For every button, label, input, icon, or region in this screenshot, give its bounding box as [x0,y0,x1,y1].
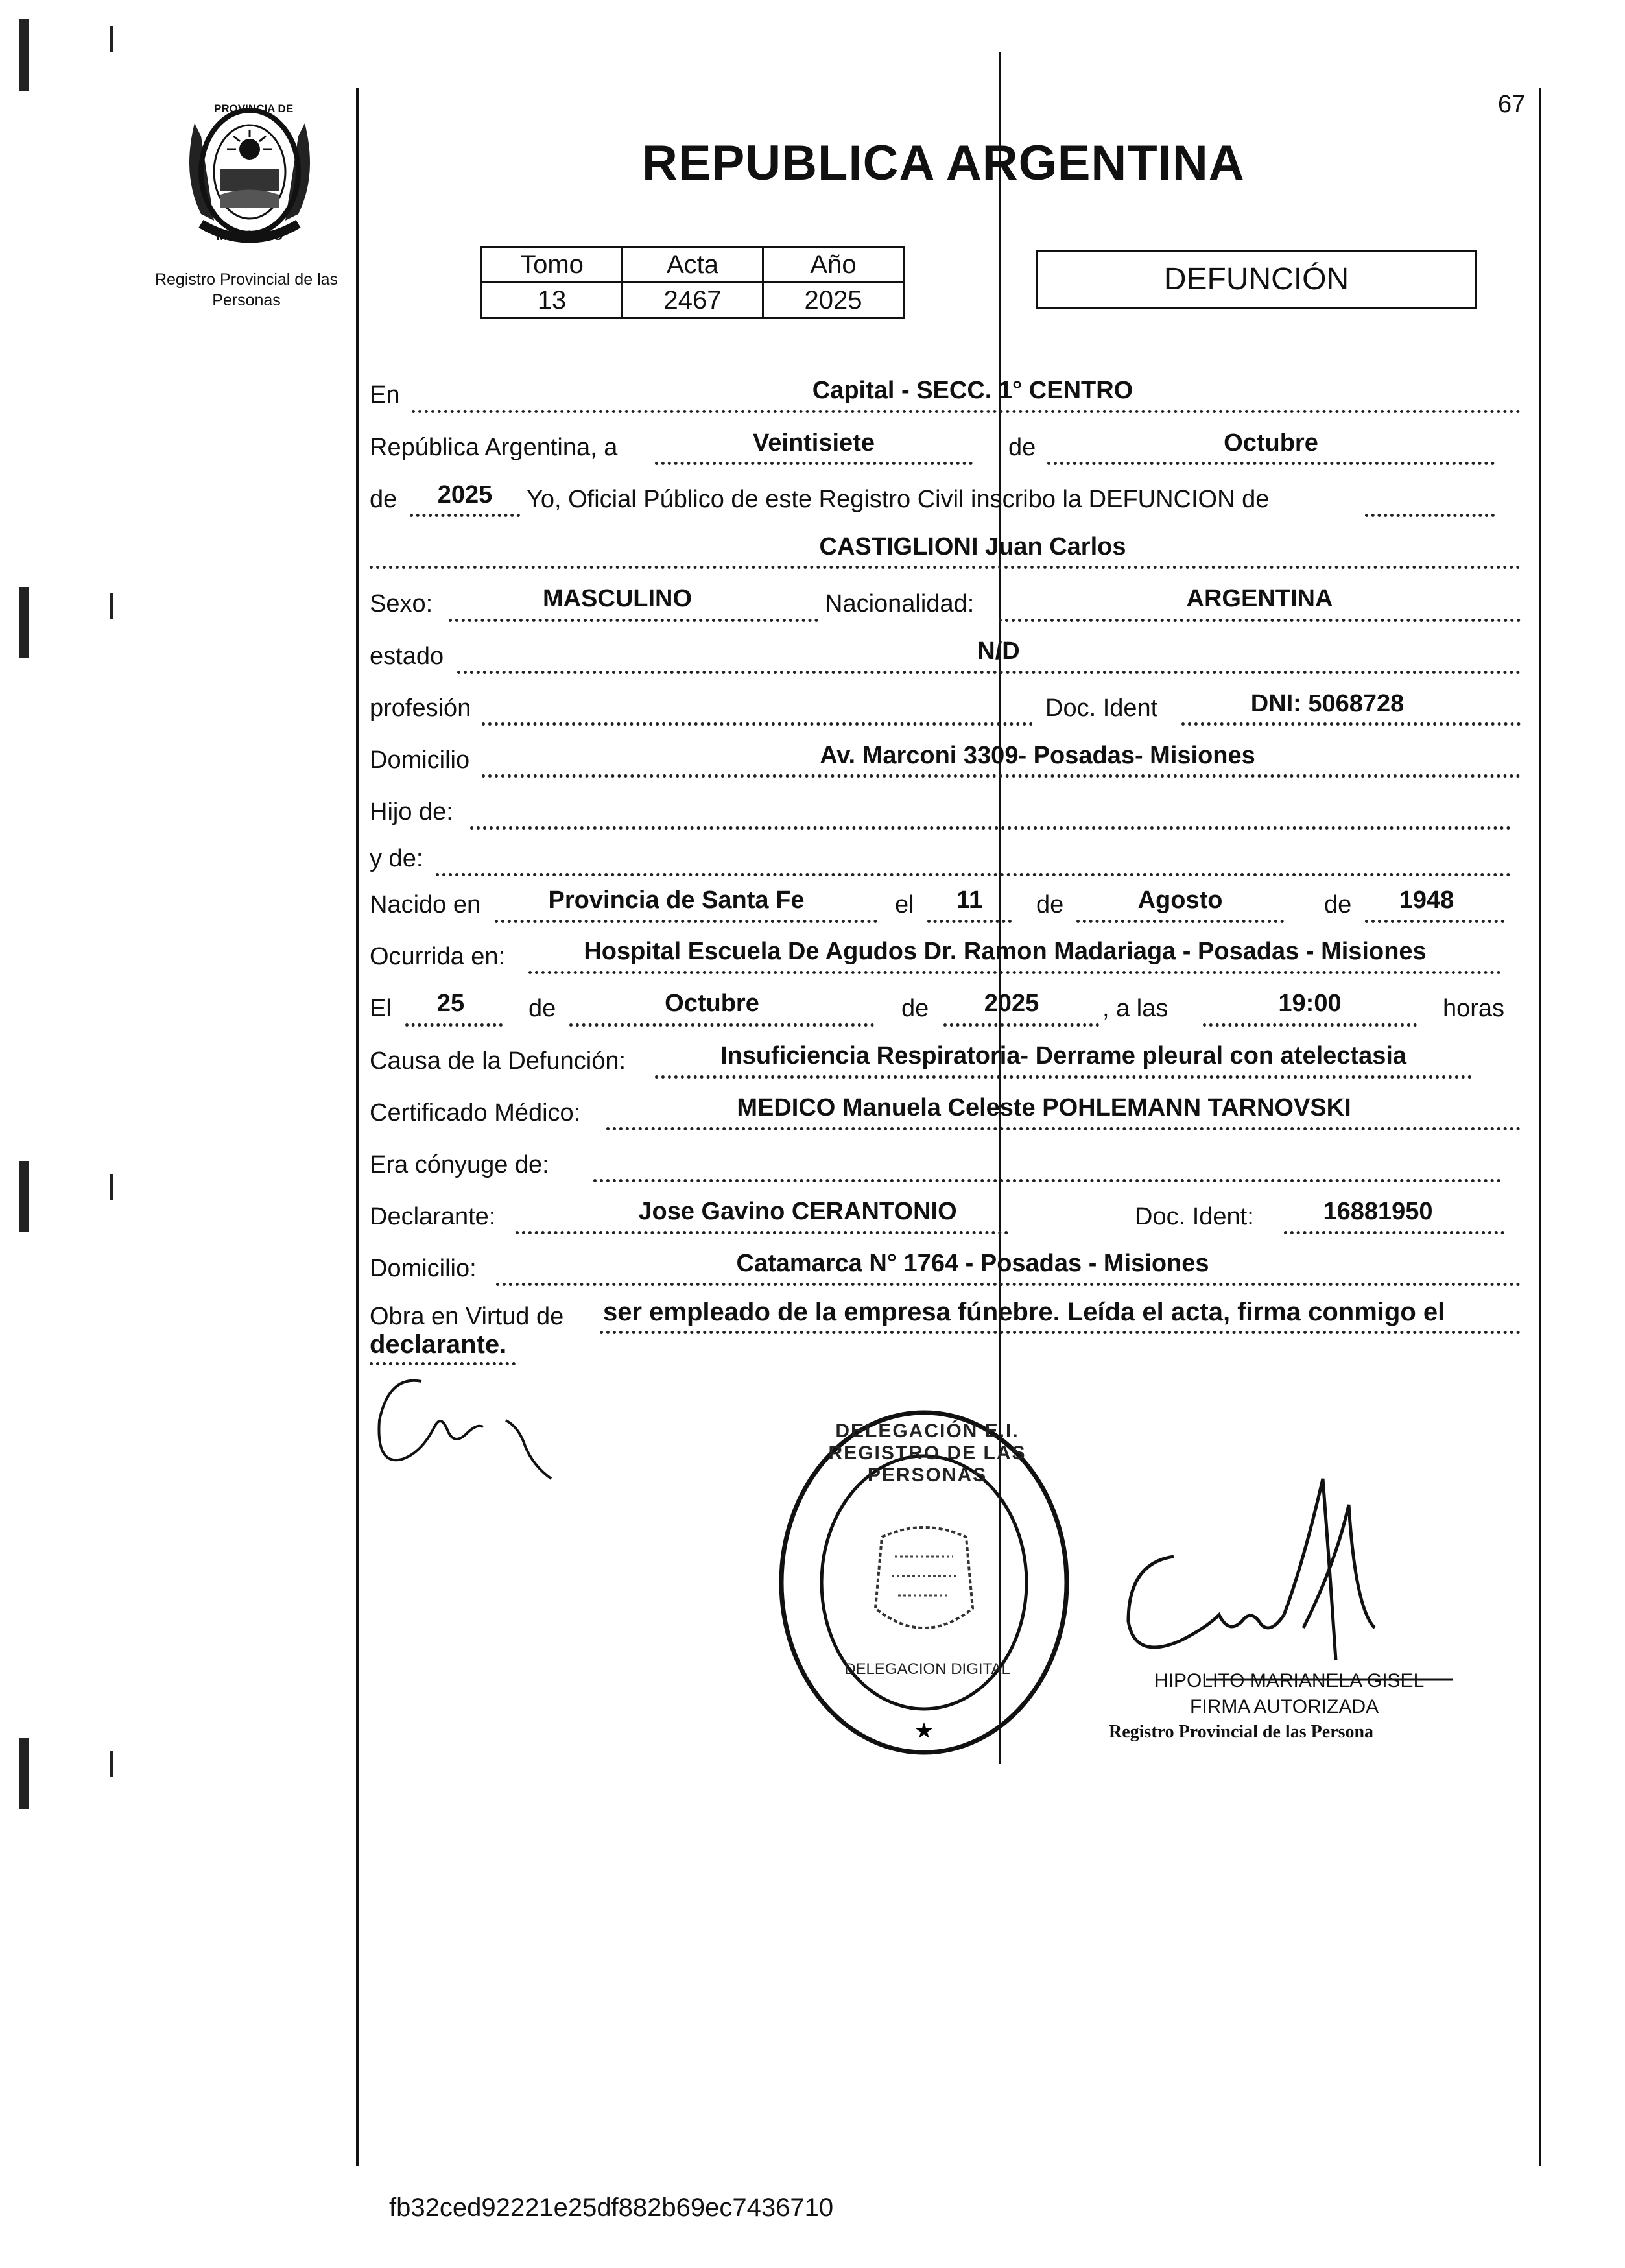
official-name: HIPOLITO MARIANELA GISEL [1154,1670,1425,1691]
line-nacido-lugar [495,920,877,923]
line-after-oficial [1365,514,1495,517]
document-hash: fb32ced92221e25df882b69ec7436710 [389,2193,834,2222]
label-de-def-mes: de [528,995,556,1022]
line-anio [410,514,520,517]
label-de-mes: de [1008,434,1036,461]
value-sexo: MASCULINO [542,585,693,612]
line-mes [1047,462,1495,465]
line-sexo [449,619,818,622]
stamp-inner-text: DELEGACION DIGITAL [844,1660,1010,1678]
line-en [412,410,1521,413]
left-margin-line [356,88,359,2166]
label-estado: estado [370,643,444,670]
label-de-nacido-anio: de [1324,891,1352,918]
label-el: el [895,891,914,918]
value-obra-line1: ser empleado de la empresa fúnebre. Leída el acta, firma conmigo el [603,1298,1445,1326]
line-domicilio-declarante [496,1283,1521,1286]
scan-mark [19,1738,29,1809]
line-def-dia [405,1023,503,1027]
scan-mark [110,1751,113,1777]
label-declarante: Declarante: [370,1203,496,1230]
label-doc-ident-declarante: Doc. Ident: [1135,1203,1254,1230]
line-y-de [436,873,1511,876]
value-obra-line2: declarante. [370,1330,507,1359]
scan-mark [19,19,29,91]
line-def-hora [1203,1023,1417,1027]
line-ocurrida [528,971,1501,974]
scan-mark [19,587,29,658]
official-registry: Registro Provincial de las Persona [1109,1722,1374,1742]
label-conyuge: Era cónyuge de: [370,1151,549,1178]
label-certificado: Certificado Médico: [370,1099,581,1127]
line-nacionalidad [999,619,1521,622]
declarante-signature [363,1368,571,1498]
line-certificado [606,1127,1521,1130]
value-def-dia: 25 [436,990,465,1017]
label-de-def-anio: de [901,995,929,1022]
record-header-acta: Acta [623,247,763,283]
value-estado: N/D [977,638,1020,665]
label-hijo-de: Hijo de: [370,798,453,826]
value-nacido-anio: 1948 [1399,887,1454,914]
label-de-anio: de [370,486,397,513]
value-def-anio: 2025 [984,990,1039,1017]
line-nacido-mes [1076,920,1284,923]
scan-mark [19,1161,29,1232]
record-value-row [482,283,904,318]
svg-text:★: ★ [914,1718,934,1744]
value-def-hora: 19:00 [1278,990,1342,1017]
value-ocurrida: Hospital Escuela De Agudos Dr. Ramon Madariaga - Posadas - Misiones [584,938,1427,965]
value-nacido-mes: Agosto [1137,887,1223,914]
value-declarante: Jose Gavino CERANTONIO [638,1198,957,1225]
label-en: En [370,381,400,409]
value-mes: Octubre [1224,429,1318,457]
scan-mark [110,593,113,619]
label-horas: horas [1443,995,1505,1022]
logo-text-bottom: MISIONES [216,228,283,243]
document-type-box: DEFUNCIÓN [1036,250,1477,309]
value-def-mes: Octubre [665,990,759,1017]
line-causa [655,1075,1472,1079]
label-sexo: Sexo: [370,590,433,617]
value-dia-texto: Veintisiete [753,429,875,457]
label-doc-ident: Doc. Ident [1045,695,1158,722]
line-hijo-de [470,826,1511,830]
value-causa: Insuficiencia Respiratoria- Derrame pleural con atelectasia [720,1042,1407,1069]
registry-name: Registro Provincial de las Personas [154,270,338,309]
value-anio: 2025 [437,481,493,508]
record-acta: 2467 [623,283,763,318]
value-nacionalidad: ARGENTINA [1186,585,1333,612]
label-causa: Causa de la Defunción: [370,1047,626,1075]
label-yo-oficial: Yo, Oficial Público de este Registro Civil inscribo la DEFUNCION de [527,486,1270,513]
value-domicilio-declarante: Catamarca N° 1764 - Posadas - Misiones [736,1250,1209,1277]
line-obra-2 [370,1362,516,1365]
value-nacido-lugar: Provincia de Santa Fe [548,887,805,914]
stamp-ring-text: DELEGACIÓN E.I. REGISTRO DE LAS PERSONAS [828,1420,1026,1486]
record-header-row [482,247,904,283]
label-obra: Obra en Virtud de [370,1303,564,1330]
label-republica: República Argentina, a [370,434,618,461]
line-dia [655,462,973,465]
line-def-anio [943,1023,1099,1027]
scan-mark [110,26,113,52]
label-de-nacido-mes: de [1036,891,1064,918]
value-declarante-doc: 16881950 [1323,1198,1433,1225]
record-header-tomo: Tomo [482,247,623,283]
line-obra-1 [600,1331,1521,1334]
value-nacido-dia: 11 [956,887,983,914]
line-conyuge [593,1179,1501,1182]
line-def-mes [569,1023,874,1027]
value-domicilio: Av. Marconi 3309- Posadas- Misiones [820,742,1255,769]
label-domicilio: Domicilio [370,746,470,774]
label-y-de: y de: [370,845,423,872]
label-el-cap: El [370,995,392,1022]
label-nacido-en: Nacido en [370,891,481,918]
label-domicilio-declarante: Domicilio: [370,1255,477,1282]
line-nacido-dia [927,920,1012,923]
label-ocurrida-en: Ocurrida en: [370,943,506,970]
scan-mark [110,1174,113,1200]
line-doc [1181,722,1521,726]
right-margin-line [1539,88,1541,2166]
page-title: REPUBLICA ARGENTINA [642,136,1245,191]
line-declarante-doc [1284,1231,1504,1234]
value-doc: DNI: 5068728 [1250,690,1405,717]
record-tomo: 13 [482,283,623,318]
official-role: FIRMA AUTORIZADA [1190,1696,1379,1717]
line-domicilio [482,774,1521,778]
record-header-anio: Año [763,247,904,283]
value-nombre: CASTIGLIONI Juan Carlos [819,533,1126,560]
label-a-las: , a las [1102,995,1168,1022]
label-profesion: profesión [370,695,471,722]
record-table [480,246,905,319]
line-estado [457,671,1521,674]
line-nacido-anio [1365,920,1504,923]
value-lugar: Capital - SECC. 1° CENTRO [812,377,1133,404]
line-profesion [482,722,1033,726]
line-declarante [516,1231,1008,1234]
value-certificado: MEDICO Manuela Celeste POHLEMANN TARNOVSKI [737,1094,1351,1121]
official-signature [1089,1466,1453,1699]
record-anio: 2025 [763,283,904,318]
page-number: 67 [1498,91,1526,118]
label-nacionalidad: Nacionalidad: [825,590,975,617]
line-nombre [370,566,1521,569]
logo-text-top: PROVINCIA DE [214,102,294,115]
